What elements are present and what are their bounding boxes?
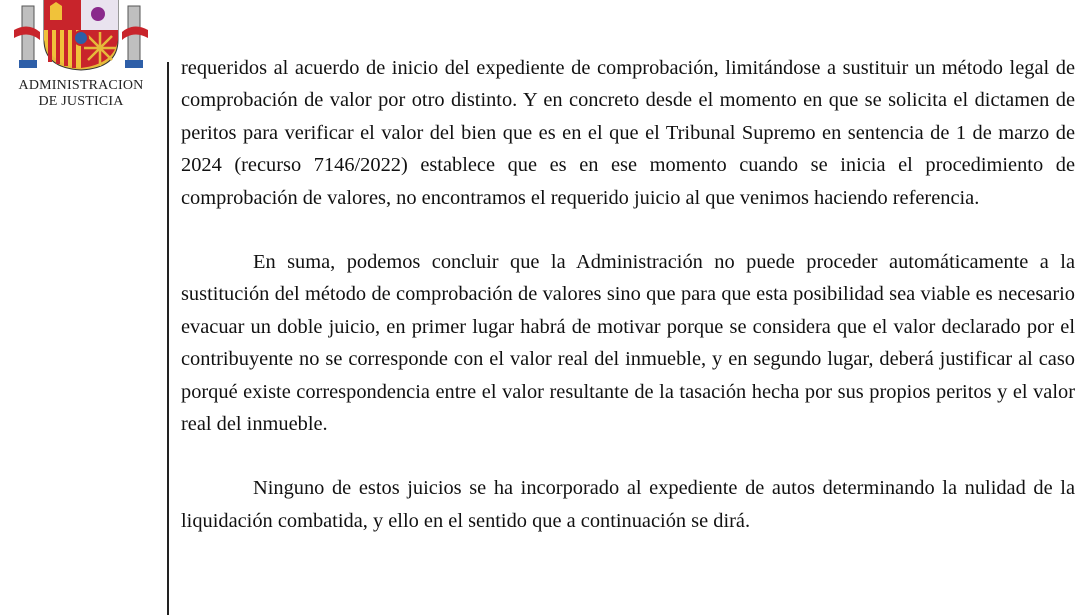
paragraph-nullity: Ninguno de estos juicios se ha incorporado al expediente de autos determinando la nulidad de la liquidación combatida, y ello en el sentido que a continuación se dirá. (181, 477, 1075, 532)
org-name-line2: DE JUSTICIA (38, 94, 124, 109)
org-name-line1: ADMINISTRACION (18, 78, 144, 93)
header-emblem (4, 0, 152, 120)
paragraph-conclusion: En suma, podemos concluir que la Administración no puede proceder automáticamente a la sustitución del método de comprobación de valores sino que para que esta posibilidad sea viable es necesario evacuar un doble juicio, en primer lugar habrá de motivar porque se considera que el valor declarado por el contribuyente no se corresponde con el valor real del inmueble, y en segundo lugar, deberá justificar al caso porqué existe correspondencia entre el valor resultante de la tasación hecha por sus propios peritos y el valor real del inmueble. (181, 251, 1075, 436)
paragraph-continuation: requeridos al acuerdo de inicio del expediente de comprobación, limitándose a sustituir un método legal de comprobación de valor por otro distinto. Y en concreto desde el momento en que se solicita el dictamen de peritos para verificar el valor del bien que es en el que el Tribunal Supremo en sentencia de 1 de marzo de 2024 (recurso 7146/2022) establece que es en ese momento cuando se inicia el procedimiento de comprobación de valores, no encontramos el requerido juicio al que venimos haciendo referencia. (181, 57, 1075, 209)
document-body (181, 52, 1075, 537)
coat-of-arms-icon (10, 0, 152, 72)
margin-rule (167, 62, 169, 615)
